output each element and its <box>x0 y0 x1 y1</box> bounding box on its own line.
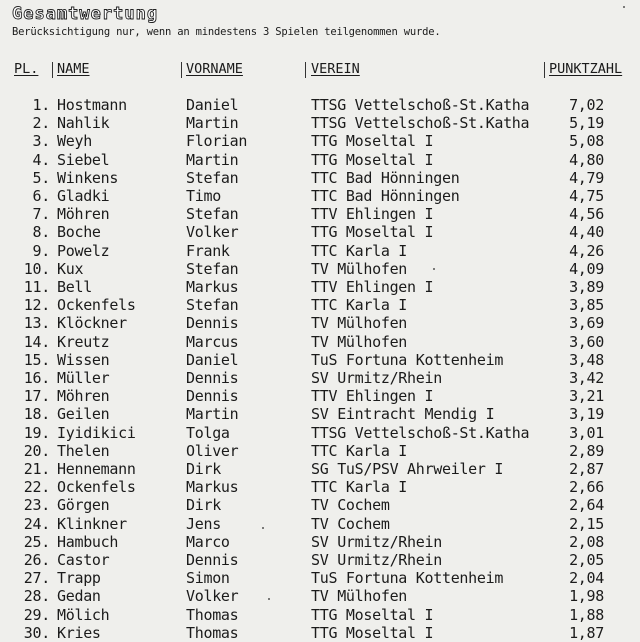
row-rank: 24. <box>23 514 50 533</box>
table-row <box>0 460 640 478</box>
row-club: TTC Karla I <box>311 241 408 260</box>
table-row <box>0 205 640 223</box>
row-rank: 8. <box>32 223 50 242</box>
row-rank: 5. <box>32 168 50 187</box>
table-row <box>0 533 640 551</box>
row-rank: 26. <box>23 551 50 569</box>
row-club: TTG Moseltal I <box>311 605 434 624</box>
row-name: Winkens <box>57 168 119 187</box>
row-points: 4,26 <box>569 241 604 260</box>
row-points: 5,19 <box>569 114 604 133</box>
row-club: TV Mülhofen <box>311 259 408 278</box>
row-club: TV Cochem <box>311 514 390 533</box>
table-row <box>0 132 640 150</box>
row-club: SV Urmitz/Rhein <box>311 551 442 569</box>
row-rank: 30. <box>23 623 50 642</box>
row-name: Klinkner <box>57 514 127 533</box>
row-club: TTV Ehlingen I <box>311 205 434 224</box>
table-row <box>0 515 640 533</box>
row-club: TTG Moseltal I <box>311 623 434 642</box>
row-rank: 22. <box>23 478 50 497</box>
row-points: 2,05 <box>569 551 604 569</box>
row-club: TTC Bad Hönningen <box>311 187 460 205</box>
row-points: 4,75 <box>569 187 604 205</box>
header-rank: PL. <box>14 61 39 77</box>
row-first-name: Daniel <box>186 350 239 369</box>
row-rank: 12. <box>23 296 50 315</box>
row-club: TV Mülhofen <box>311 314 408 333</box>
row-points: 4,79 <box>569 168 604 187</box>
table-row <box>0 387 640 405</box>
row-name: Ockenfels <box>57 478 136 497</box>
table-row <box>0 587 640 605</box>
row-points: 2,08 <box>569 532 604 551</box>
row-name: Castor <box>57 551 110 569</box>
row-rank: 6. <box>32 187 50 205</box>
row-points: 4,56 <box>569 205 604 224</box>
table-row <box>0 351 640 369</box>
row-club: TTG Moseltal I <box>311 132 434 151</box>
row-name: Wissen <box>57 350 110 369</box>
table-row <box>0 169 640 187</box>
row-rank: 7. <box>32 205 50 224</box>
row-points: 1,98 <box>569 587 604 606</box>
table-row <box>0 296 640 314</box>
table-row <box>0 314 640 332</box>
row-club: SG TuS/PSV Ahrweiler I <box>311 460 504 478</box>
row-first-name: Florian <box>186 132 248 151</box>
row-rank: 23. <box>23 496 50 515</box>
row-name: Gedan <box>57 587 101 606</box>
table-row <box>0 442 640 460</box>
row-first-name: Tolga <box>186 423 230 442</box>
row-name: Müller <box>57 369 110 387</box>
row-rank: 4. <box>32 150 50 169</box>
scan-speck <box>623 6 625 8</box>
row-club: TTV Ehlingen I <box>311 387 434 406</box>
row-first-name: Jens <box>186 514 221 533</box>
row-first-name: Daniel <box>186 96 239 114</box>
table-row <box>0 551 640 569</box>
row-club: TuS Fortuna Kottenheim <box>311 350 504 369</box>
row-name: Thelen <box>57 441 110 460</box>
header-points: PUNKTZAHL <box>549 61 623 77</box>
row-points: 2,87 <box>569 460 604 478</box>
row-rank: 9. <box>32 241 50 260</box>
row-points: 3,21 <box>569 387 604 406</box>
page-title: Gesamtwertung <box>12 4 159 24</box>
row-first-name: Volker <box>186 587 239 606</box>
row-rank: 25. <box>23 532 50 551</box>
row-name: Kreutz <box>57 332 110 351</box>
row-rank: 20. <box>23 441 50 460</box>
row-rank: 2. <box>32 114 50 133</box>
row-first-name: Stefan <box>186 296 239 315</box>
row-name: Möhren <box>57 205 110 224</box>
row-name: Kux <box>57 259 84 278</box>
table-row <box>0 223 640 241</box>
row-points: 3,60 <box>569 332 604 351</box>
row-points: 3,42 <box>569 369 604 387</box>
row-name: Ockenfels <box>57 296 136 315</box>
row-rank: 29. <box>23 605 50 624</box>
row-name: Möhren <box>57 387 110 406</box>
scan-speck <box>433 268 435 270</box>
row-points: 3,01 <box>569 423 604 442</box>
table-row <box>0 569 640 587</box>
table-row <box>0 405 640 423</box>
page-subtitle: Berücksichtigung nur, wenn an mindestens 3 Spielen teilgenommen wurde. <box>12 26 441 38</box>
row-first-name: Stefan <box>186 259 239 278</box>
row-club: SV Urmitz/Rhein <box>311 369 442 387</box>
row-first-name: Thomas <box>186 605 239 624</box>
scan-speck <box>262 527 264 529</box>
table-row <box>0 369 640 387</box>
row-club: TV Mülhofen <box>311 332 408 351</box>
row-rank: 11. <box>23 278 50 296</box>
row-club: TTC Bad Hönningen <box>311 168 460 187</box>
row-club: TTG Moseltal I <box>311 150 434 169</box>
row-rank: 15. <box>23 350 50 369</box>
column-divider <box>305 62 306 78</box>
header-first-name: VORNAME <box>186 61 243 77</box>
row-club: TV Mülhofen <box>311 587 408 606</box>
row-name: Hostmann <box>57 96 127 114</box>
row-first-name: Oliver <box>186 441 239 460</box>
table-row <box>0 478 640 496</box>
row-rank: 18. <box>23 405 50 424</box>
row-first-name: Dennis <box>186 387 239 406</box>
row-first-name: Dennis <box>186 314 239 333</box>
table-row <box>0 496 640 514</box>
row-club: TTV Ehlingen I <box>311 278 434 296</box>
row-first-name: Markus <box>186 478 239 497</box>
column-divider <box>544 62 545 78</box>
row-rank: 28. <box>23 587 50 606</box>
row-points: 1,88 <box>569 605 604 624</box>
table-row <box>0 187 640 205</box>
row-club: TTSG Vettelschoß-St.Katha <box>311 114 530 133</box>
column-divider <box>52 62 53 78</box>
row-first-name: Marco <box>186 532 230 551</box>
row-first-name: Marcus <box>186 332 239 351</box>
row-points: 2,04 <box>569 569 604 588</box>
row-name: Hambuch <box>57 532 119 551</box>
table-row <box>0 606 640 624</box>
row-points: 1,87 <box>569 623 604 642</box>
row-points: 2,89 <box>569 441 604 460</box>
row-rank: 14. <box>23 332 50 351</box>
row-first-name: Stefan <box>186 205 239 224</box>
row-name: Iyidikici <box>57 423 136 442</box>
row-first-name: Dirk <box>186 496 221 515</box>
row-points: 3,85 <box>569 296 604 315</box>
row-name: Nahlik <box>57 114 110 133</box>
header-name: NAME <box>57 61 90 77</box>
row-rank: 19. <box>23 423 50 442</box>
table-row <box>0 424 640 442</box>
table-row <box>0 114 640 132</box>
table-row <box>0 333 640 351</box>
row-first-name: Volker <box>186 223 239 242</box>
row-rank: 17. <box>23 387 50 406</box>
row-points: 3,19 <box>569 405 604 424</box>
row-club: TTSG Vettelschoß-St.Katha <box>311 96 530 114</box>
table-row <box>0 242 640 260</box>
row-rank: 13. <box>23 314 50 333</box>
row-first-name: Dennis <box>186 369 239 387</box>
row-first-name: Simon <box>186 569 230 588</box>
row-first-name: Frank <box>186 241 230 260</box>
row-name: Trapp <box>57 569 101 588</box>
row-rank: 3. <box>32 132 50 151</box>
table-row <box>0 278 640 296</box>
row-club: SV Urmitz/Rhein <box>311 532 442 551</box>
row-rank: 27. <box>23 569 50 588</box>
row-club: TTC Karla I <box>311 296 408 315</box>
row-name: Klöckner <box>57 314 127 333</box>
row-points: 4,40 <box>569 223 604 242</box>
row-club: SV Eintracht Mendig I <box>311 405 495 424</box>
row-points: 2,64 <box>569 496 604 515</box>
row-club: TTSG Vettelschoß-St.Katha <box>311 423 530 442</box>
row-club: TTC Karla I <box>311 478 408 497</box>
row-club: TuS Fortuna Kottenheim <box>311 569 504 588</box>
row-points: 4,80 <box>569 150 604 169</box>
row-name: Weyh <box>57 132 92 151</box>
row-first-name: Martin <box>186 405 239 424</box>
scan-speck <box>268 598 270 600</box>
row-rank: 10. <box>23 259 50 278</box>
row-points: 2,15 <box>569 514 604 533</box>
table-row <box>0 260 640 278</box>
row-rank: 1. <box>32 96 50 114</box>
column-divider <box>181 62 182 78</box>
row-club: TTC Karla I <box>311 441 408 460</box>
row-name: Geilen <box>57 405 110 424</box>
row-name: Mölich <box>57 605 110 624</box>
row-points: 3,89 <box>569 278 604 296</box>
table-row <box>0 151 640 169</box>
table-row <box>0 624 640 642</box>
table-row <box>0 96 640 114</box>
row-name: Gladki <box>57 187 110 205</box>
row-name: Powelz <box>57 241 110 260</box>
row-first-name: Markus <box>186 278 239 296</box>
row-name: Görgen <box>57 496 110 515</box>
row-name: Bell <box>57 278 92 296</box>
row-points: 3,48 <box>569 350 604 369</box>
row-name: Kries <box>57 623 101 642</box>
row-first-name: Martin <box>186 150 239 169</box>
row-name: Hennemann <box>57 460 136 478</box>
header-club: VEREIN <box>311 61 360 77</box>
row-first-name: Stefan <box>186 168 239 187</box>
row-first-name: Martin <box>186 114 239 133</box>
row-points: 5,08 <box>569 132 604 151</box>
row-points: 3,69 <box>569 314 604 333</box>
row-rank: 16. <box>23 369 50 387</box>
row-name: Siebel <box>57 150 110 169</box>
row-points: 4,09 <box>569 259 604 278</box>
row-first-name: Timo <box>186 187 221 205</box>
row-first-name: Dirk <box>186 460 221 478</box>
row-club: TV Cochem <box>311 496 390 515</box>
row-club: TTG Moseltal I <box>311 223 434 242</box>
row-name: Boche <box>57 223 101 242</box>
row-rank: 21. <box>23 460 50 478</box>
row-first-name: Thomas <box>186 623 239 642</box>
row-points: 2,66 <box>569 478 604 497</box>
row-first-name: Dennis <box>186 551 239 569</box>
row-points: 7,02 <box>569 96 604 114</box>
